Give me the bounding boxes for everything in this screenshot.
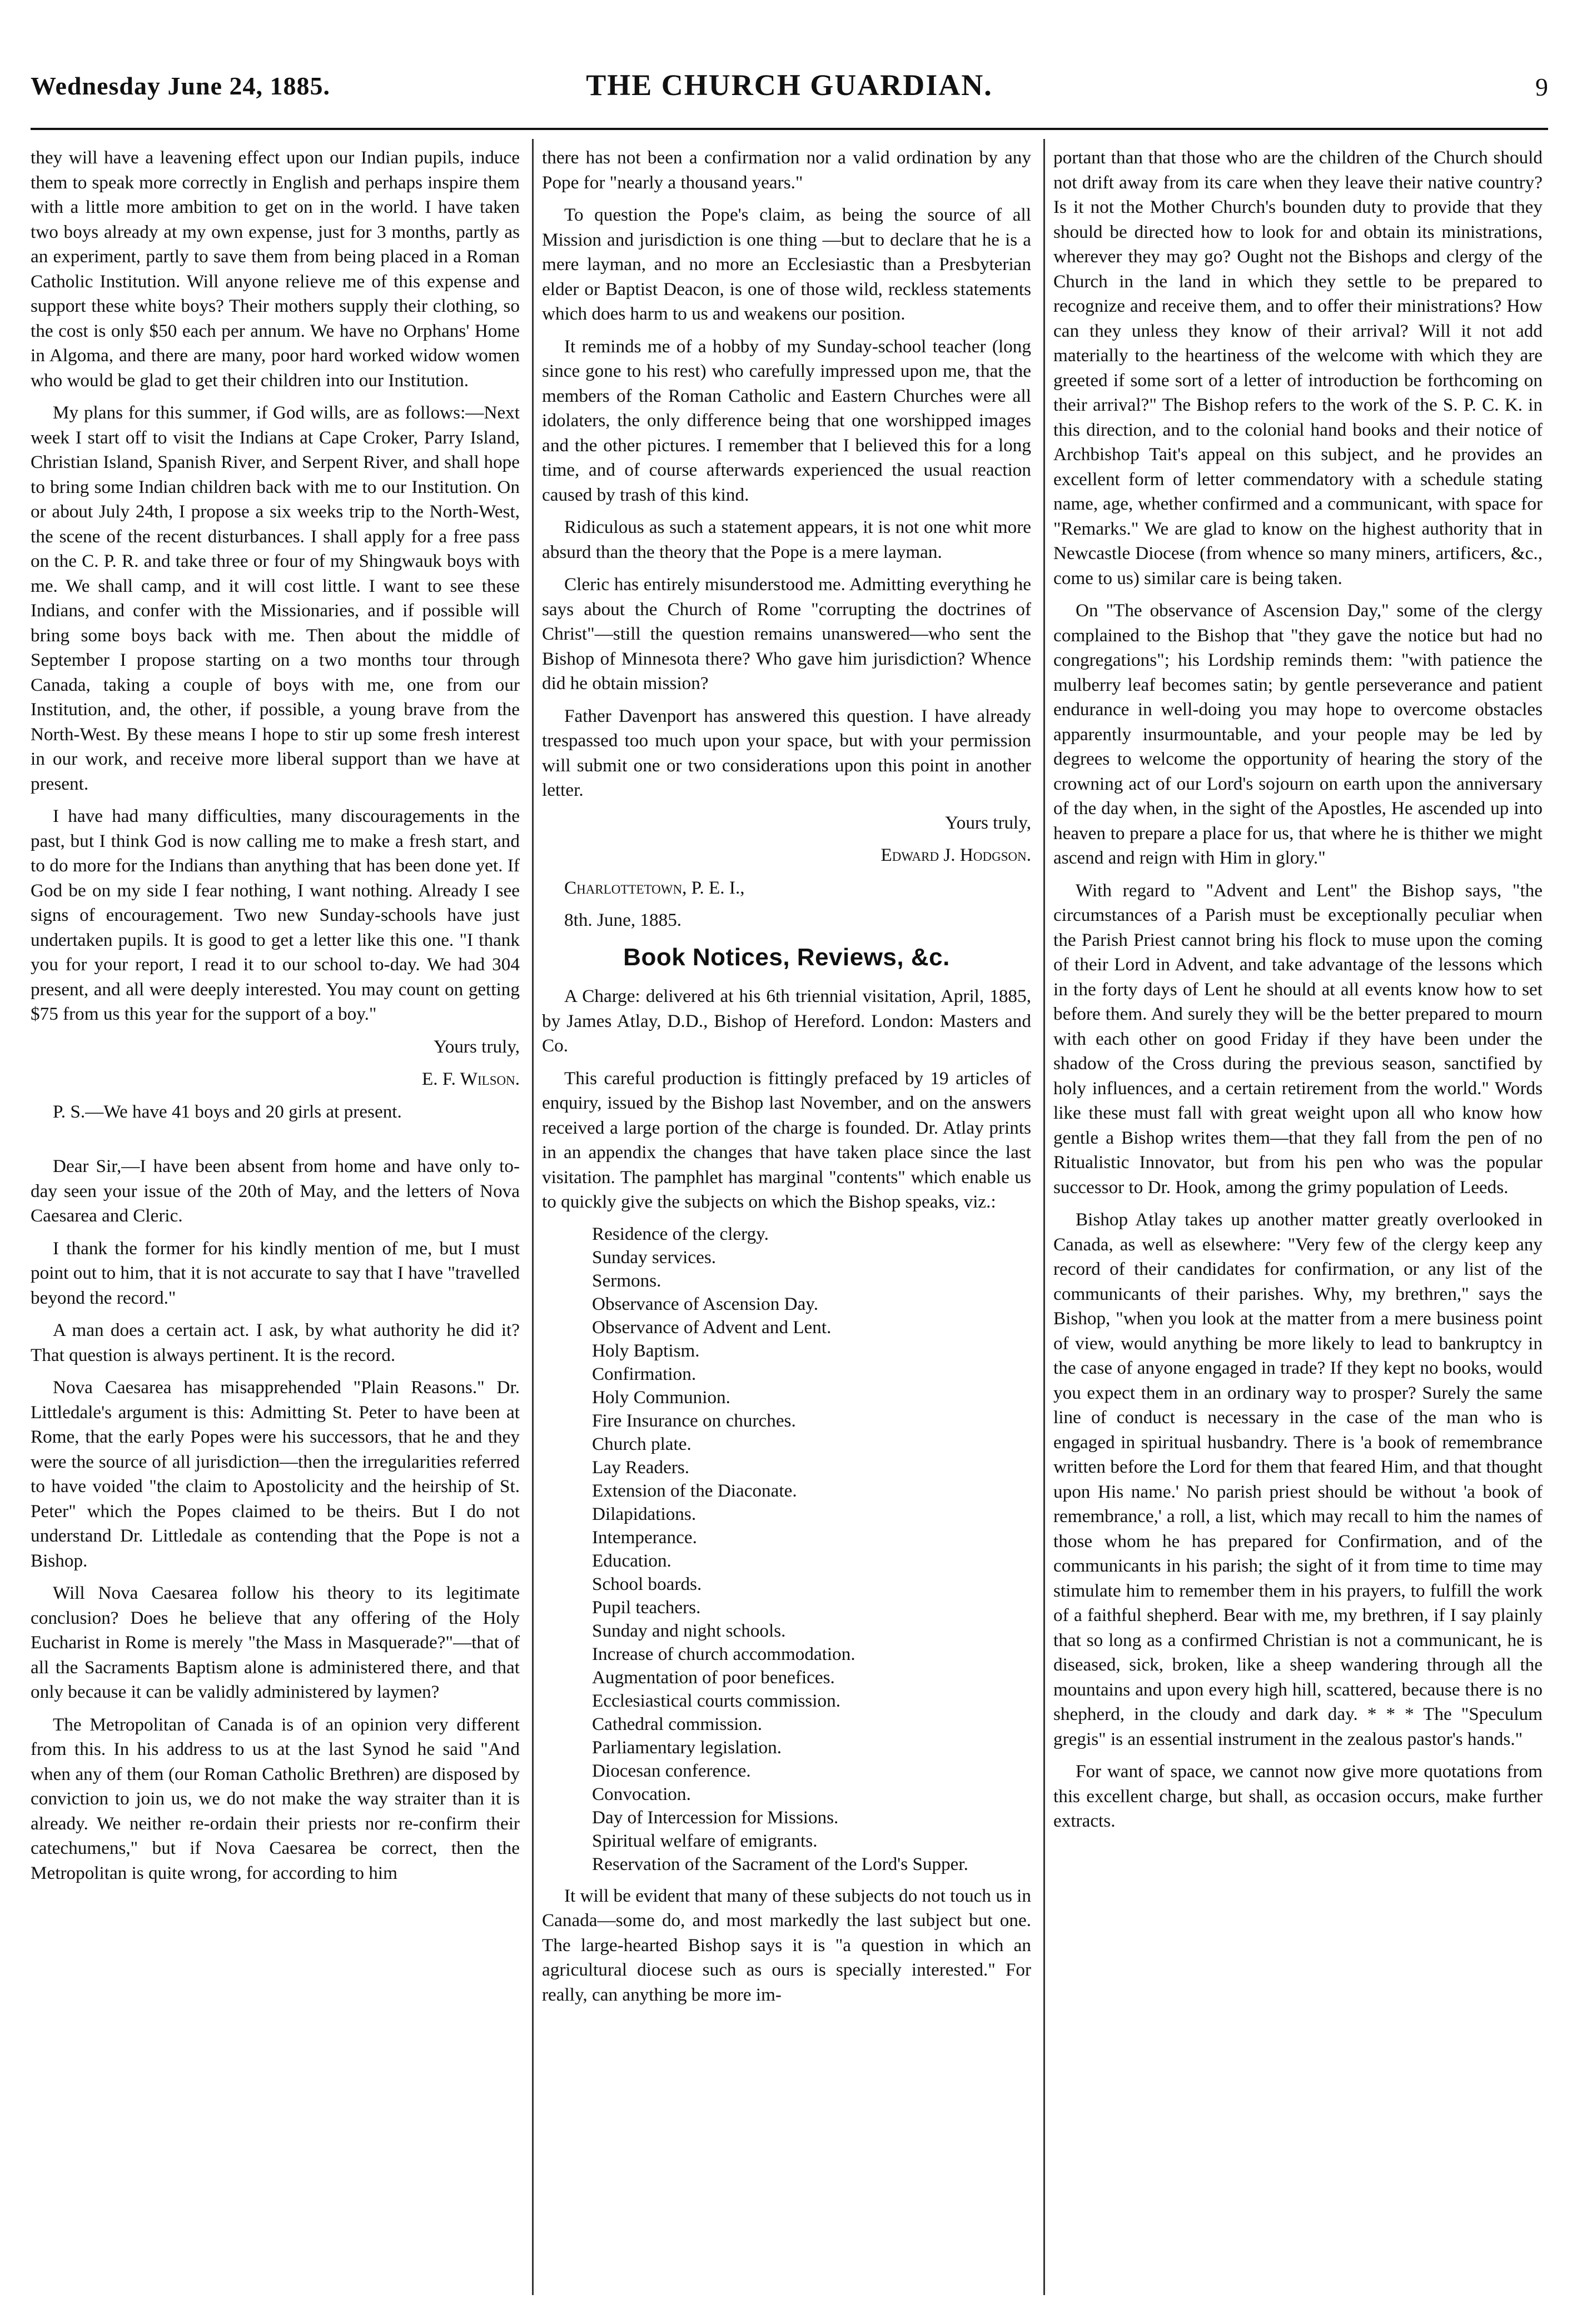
wilson-letter-paragraph: My plans for this summer, if God wills, are as follows:—Next week I start off to visit the Indians at Cape Croker, Parry Island, Christian Island, Spanish River, and Serpent River, and shall hope to bring some Indian children back with me to our Institution. On or about July 24th, I propose a six weeks trip to the North-West, the scene of the recent disturbances. I shall apply for a free pass on the C. P. R. and take three or four of my Shingwauk boys with me. We shall camp, and it will cost little. I want to see these Indians, and confer with the Missionaries, and if possible will bring some boys back with me. Then about the middle of September I propose starting on a two months tour through Canada, taking a couple of boys with me, one from our Institution, and, the other, if possible, a young brave from the North-West. By these means I hope to stir up some fresh interest in our work, and receive more liberal support than we have at present.	[31, 402, 520, 794]
list-item: Sunday and night schools.	[592, 1620, 786, 1641]
list-item: Confirmation.	[592, 1363, 697, 1384]
hodgson-letter-paragraph: Cleric has entirely misunderstood me. Admitting everything he says about the Church of Rome "corrupting the doctrines of Christ"—still the question remains unanswered—who sent the Bishop of Minnesota there? Who gave him jurisdiction? Whence did he obtain mission?	[542, 574, 1031, 694]
hodgson-letter-paragraph: I thank the former for his kindly mention of me, but I must point out to him, that it is not accurate to say that I have "travelled beyond the record."	[31, 1238, 520, 1308]
wilson-letter-paragraph: they will have a leavening effect upon our Indian pupils, induce them to speak more correctly in English and perhaps inspire them with a little more ambition to get on in the world. I have taken two boys already at my own expense, just for 3 months, partly as an experiment, partly to save them from being placed in a Roman Catholic Institution. Will anyone relieve me of this expense and support these white boys? Their mothers supply their clothing, so the cost is only $50 each per annum. We have no Orphans' Home in Algoma, and there are many, poor hard worked widow women who would be glad to get their children into our Institution.	[31, 147, 520, 391]
review-paragraph: portant than that those who are the children of the Church should not drift away from its care when they leave their native country? Is it not the Mother Church's bounden duty to provide that they should be directed how to look for and obtain its ministrations, wherever they may go? Ought not the Bishops and clergy of the Church in the land in which they settle to be prepared to recognize and receive them, and to offer their ministrations? How can they unless they know of their arrival? Will it not add materially to the heartiness of the welcome with which they are greeted if some sort of a letter of introduction be forthcoming on their arrival?" The Bishop refers to the work of the S. P. C. K. in this direction, and to the colonial hand books and their notice of Archbishop Tait's appeal on this subject, and he provides an excellent form of letter commendatory with a schedule stating name, age, whether confirmed and a communicant, with space for "Remarks." We are glad to know on the highest authority that in Newcastle Diocese (from whence so many miners, artificers, &c., come to us) similar care is being taken.	[1053, 147, 1543, 589]
list-item: School boards.	[592, 1573, 702, 1594]
list-item: Spiritual welfare of emigrants.	[592, 1830, 818, 1851]
list-item: Sunday services.	[592, 1246, 717, 1268]
hodgson-letter-paragraph: there has not been a confirmation nor a valid ordination by any Pope for "nearly a thousand years."	[542, 147, 1031, 193]
hodgson-letter-paragraph: Ridiculous as such a statement appears, it is not one whit more absurd than the theory that the Pope is a mere layman.	[542, 517, 1031, 562]
review-paragraph: On "The observance of Ascension Day," some of the clergy complained to the Bishop that "they gave the notice but had no congregations"; his Lordship reminds them: "with patience the mulberry leaf becomes satin; by gentle perseverance and patient endurance in well-doing you may hope to overcome obstacles apparently insurmountable, and your people may be led by degrees to welcome the opportunity of hearing the story of the crowning act of our Lord's sojourn on earth upon the anniversary of the day when, in the sight of the Apostles, He ascended up into heaven to prepare a place for us, that where he is thither we might ascend and reign with Him in glory."	[1053, 600, 1543, 868]
review-paragraph: With regard to "Advent and Lent" the Bishop says, "the circumstances of a Parish must be exceptionally peculiar when the Parish Priest cannot bring his flock to muse upon the coming of their Lord in Advent, and take advantage of the lessons which in the forty days of Lent he should at all events know how to set before them. And surely they will be the better prepared to mourn with each other on good Friday if they have been under the shadow of the Cross during the previous season, sanctified by holy influences, and a certain retirement from the world." Words like these must fall with great weight upon all who know how gentle a Bishop writes them—that they fall from the pen of no Ritualistic Innovator, but from his pen who was the popular successor to Dr. Hook, among the grimy population of Leeds.	[1053, 880, 1543, 1198]
column-divider	[1043, 139, 1045, 2295]
letter-signature: Edward J. Hodgson.	[880, 845, 1031, 865]
review-paragraph: For want of space, we cannot now give more quotations from this excellent charge, but shall, as occasion occurs, make further extracts.	[1053, 1761, 1543, 1831]
hodgson-letter-paragraph: It reminds me of a hobby of my Sunday-school teacher (long since gone to his rest) who carefully impressed upon me, that the members of the Roman Catholic and Eastern Churches were all idolaters, the only difference being that one worshipped images and the other pictures. I remember that I believed this for a long time, and of course afterwards experienced the usual reaction caused by trash of this kind.	[542, 336, 1031, 505]
section-heading: Book Notices, Reviews, &c.	[623, 943, 950, 971]
column-2	[542, 146, 1031, 2302]
postscript: P. S.—We have 41 boys and 20 girls at present.	[53, 1101, 402, 1122]
subjects-list	[592, 1223, 1031, 1876]
hodgson-letter-paragraph: A man does a certain act. I ask, by what authority he did it? That question is always pertinent. It is the record.	[31, 1320, 520, 1365]
hodgson-letter-paragraph: Nova Caesarea has misapprehended "Plain Reasons." Dr. Littledale's argument is this: Admitting St. Peter to have been at Rome, that the early Popes were his successors, that he and they were the source of all jurisdiction—then the irregularities referred to have voided "the claim to Apostolicity and the heirship of St. Peter" which the Popes claimed to be theirs. But I do not understand Dr. Littledale as contending that the Pope is not a Bishop.	[31, 1377, 520, 1571]
list-item: Reservation of the Sacrament of the Lord's Supper.	[592, 1853, 968, 1874]
column-divider	[532, 139, 534, 2295]
letter-place: Charlottetown, P. E. I.,	[564, 877, 745, 898]
section-separator	[31, 1132, 520, 1154]
column-1	[31, 146, 520, 2302]
column-3	[1053, 146, 1543, 2302]
hodgson-letter-paragraph: The Metropolitan of Canada is of an opinion very different from this. In his address to us at the last Synod he said "And when any of them (our Roman Catholic Brethren) are disposed by conviction to join us, we do not make the way straiter than it is already. We neither re-ordain their priests nor re-confirm their catechumens," but if Nova Caesarea be correct, then the Metropolitan is quite wrong, for according to him	[31, 1714, 520, 1883]
list-item: Residence of the clergy.	[592, 1223, 769, 1244]
letter-closing: Yours truly,	[434, 1036, 520, 1057]
list-item: Pupil teachers.	[592, 1597, 701, 1618]
review-paragraph: It will be evident that many of these subjects do not touch us in Canada—some do, and most markedly the last subject but one. The large-hearted Bishop says it is "a question in which an agricultural diocese such as ours is specially interested." For really, can anything be more im-	[542, 1885, 1031, 2005]
list-item: Observance of Advent and Lent.	[592, 1316, 832, 1338]
hodgson-letter-paragraph: Father Davenport has answered this question. I have already trespassed too much upon your space, but with your permission will submit one or two considerations upon this point in another letter.	[542, 705, 1031, 800]
list-item: Observance of Ascension Day.	[592, 1293, 819, 1314]
review-intro: A Charge: delivered at his 6th triennial visitation, April, 1885, by James Atlay, D.D., Bishop of Hereford. London: Masters and Co.	[542, 986, 1031, 1056]
list-item: Augmentation of poor benefices.	[592, 1667, 835, 1688]
list-item: Holy Communion.	[592, 1387, 730, 1408]
list-item: Sermons.	[592, 1270, 661, 1291]
review-paragraph: This careful production is fittingly prefaced by 19 articles of enquiry, issued by the Bishop last November, and on the answers received a large portion of the charge is founded. Dr. Atlay prints in an appendix the changes that have taken place since the last visitation. The pamphlet has marginal "contents" which enable us to quickly give the subjects on which the Bishop speaks, viz.:	[542, 1068, 1031, 1212]
list-item: Convocation.	[592, 1783, 691, 1804]
list-item: Ecclesiastical courts commission.	[592, 1690, 840, 1711]
list-item: Fire Insurance on churches.	[592, 1410, 796, 1431]
review-paragraph: Bishop Atlay takes up another matter greatly overlooked in Canada, as well as elsewhere: "Very few of the clergy keep any record of their candidates for confirmation, or any list of the communicants of their parishes. Why, my brethren," says the Bishop, "when you look at the matter from a mere business point of view, would anything be more likely to lead to bankruptcy in the case of anyone engaged in trade? If they kept no books, would you expect them in an ordinary way to prosper? Surely the same line of conduct is necessary in the case of the man who is engaged in spiritual husbandry. There is 'a book of remembrance written before the Lord for them that feared Him, and that thought upon His name.' No parish priest should be without 'a book of remembrance,' a roll, a list, which may recall to him the names of those whom he has prepared for Confirmation, and of the communicants in his parish; the sight of it from time to time may stimulate him to remember them in his prayers, to fulfill the work of a faithful shepherd. Bear with me, my brethren, if I say plainly that so long as a confirmed Christian is not a communicant, he is diseased, sick, broken, like a sheep wandering through all the mountains and upon every high hill, scattered, because there is no shepherd, in the cloudy and dark day. * * * The "Speculum gregis" is an essential instrument in the zealous pastor's hands."	[1053, 1209, 1543, 1749]
page-number: 9	[1535, 73, 1548, 101]
list-item: Intemperance.	[592, 1527, 697, 1548]
list-item: Education.	[592, 1550, 671, 1571]
list-item: Extension of the Diaconate.	[592, 1480, 797, 1501]
list-item: Cathedral commission.	[592, 1713, 763, 1734]
list-item: Holy Baptism.	[592, 1340, 700, 1361]
hodgson-letter-salutation: Dear Sir,—I have been absent from home and have only to-day seen your issue of the 20th of May, and the letters of Nova Caesarea and Cleric.	[31, 1156, 520, 1226]
newspaper-title: THE CHURCH GUARDIAN.	[586, 68, 993, 102]
list-item: Diocesan conference.	[592, 1760, 751, 1781]
letter-signature: E. F. Wilson.	[422, 1069, 520, 1089]
page-header	[31, 61, 1548, 130]
list-item: Lay Readers.	[592, 1457, 690, 1478]
list-item: Parliamentary legislation.	[592, 1737, 782, 1758]
list-item: Increase of church accommodation.	[592, 1643, 855, 1664]
wilson-letter-paragraph: I have had many difficulties, many discouragements in the past, but I think God is now calling me to make a fresh start, and to do more for the Indians than anything that has been done yet. If God be on my side I fear nothing, I want nothing. Already I see signs of encouragement. Two new Sunday-schools have just undertaken pupils. It is good to get a letter like this one. "I thank you for your report, I read it to our school to-day. We had 304 present, and all were deeply interested. You may count on getting $75 from us this year for the support of a boy."	[31, 806, 520, 1024]
issue-date: Wednesday June 24, 1885.	[31, 72, 331, 100]
hodgson-letter-paragraph: To question the Pope's claim, as being the source of all Mission and jurisdiction is one thing —but to declare that he is a mere layman, and no more an Ecclesiastic than a Presbyterian elder or Baptist Deacon, is one of those wild, reckless statements which does harm to us and weakens our position.	[542, 205, 1031, 324]
hodgson-letter-paragraph: Will Nova Caesarea follow his theory to its legitimate conclusion? Does he believe that any offering of the Holy Eucharist in Rome is merely "the Mass in Masquerade?"—that of all the Sacraments Baptism alone is administered there, and that only because it can be validly administered by laymen?	[31, 1583, 520, 1702]
letter-closing: Yours truly,	[945, 812, 1031, 833]
letter-date: 8th. June, 1885.	[564, 910, 682, 930]
list-item: Day of Intercession for Missions.	[592, 1807, 839, 1828]
list-item: Church plate.	[592, 1433, 691, 1454]
list-item: Dilapidations.	[592, 1503, 697, 1524]
